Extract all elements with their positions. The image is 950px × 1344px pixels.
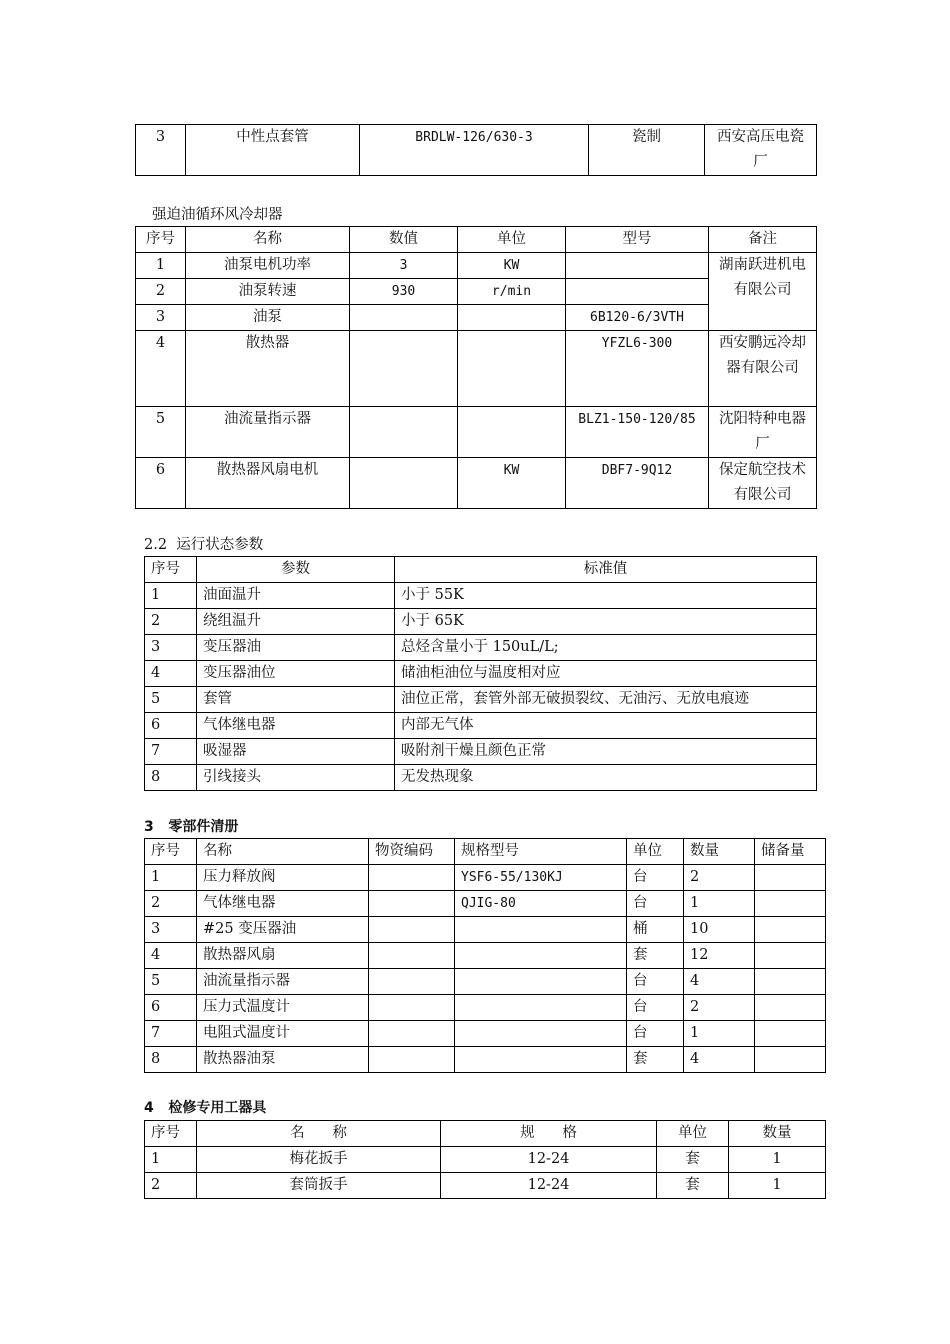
header-cell: 序号 [145, 839, 197, 865]
cell-no: 1 [145, 865, 197, 891]
header-cell: 数量 [729, 1121, 826, 1147]
header-cell: 数量 [684, 839, 755, 865]
cell-code [369, 865, 455, 891]
cell-name: 压力式温度计 [197, 995, 369, 1021]
cell-unit: 套 [657, 1173, 729, 1199]
cell-reserve [755, 865, 826, 891]
table-header [136, 227, 817, 253]
cell-value: 3 [350, 253, 458, 279]
cell-material: 瓷制 [589, 125, 705, 176]
cell-no: 2 [145, 609, 197, 635]
cooler-table [135, 226, 817, 509]
table-row [136, 458, 817, 509]
cell-no: 8 [145, 1047, 197, 1073]
cell-value [350, 458, 458, 509]
cell-code [369, 917, 455, 943]
cell-std: 小于 55K [395, 583, 817, 609]
cell-spec [455, 1021, 627, 1047]
cell-unit: KW [458, 253, 566, 279]
cell-unit: 台 [627, 995, 684, 1021]
cell-code [369, 1021, 455, 1047]
header-cell: 单位 [657, 1121, 729, 1147]
cell-no: 7 [145, 1021, 197, 1047]
status-caption: 2.2 运行状态参数 [144, 537, 264, 553]
table-row [145, 891, 826, 917]
table-row [145, 765, 817, 791]
cell-spec [455, 969, 627, 995]
cell-unit: 台 [627, 865, 684, 891]
cell-model: DBF7-9Q12 [566, 458, 709, 509]
cell-no: 2 [136, 279, 186, 305]
cell-name: #25 变压器油 [197, 917, 369, 943]
cell-model: BLZ1-150-120/85 [566, 407, 709, 458]
table-row [145, 635, 817, 661]
cell-no: 4 [145, 943, 197, 969]
cell-unit: 桶 [627, 917, 684, 943]
cell-std: 储油柜油位与温度相对应 [395, 661, 817, 687]
header-cell: 名称 [197, 839, 369, 865]
table-row [145, 583, 817, 609]
cell-param: 绕组温升 [197, 609, 395, 635]
cell-no: 6 [136, 458, 186, 509]
cell-param: 套管 [197, 687, 395, 713]
cell-param: 变压器油位 [197, 661, 395, 687]
table-row [145, 865, 826, 891]
tools-table [144, 1120, 826, 1199]
cell-no: 3 [136, 125, 186, 176]
cell-unit [458, 305, 566, 331]
cell-qty: 4 [684, 1047, 755, 1073]
table-header [145, 1121, 826, 1147]
cell-param: 油面温升 [197, 583, 395, 609]
table-row [136, 253, 817, 279]
cell-std: 吸附剂干燥且颜色正常 [395, 739, 817, 765]
cell-unit: KW [458, 458, 566, 509]
table-row [145, 1047, 826, 1073]
cell-std: 内部无气体 [395, 713, 817, 739]
cell-name: 散热器风扇 [197, 943, 369, 969]
cell-name: 套筒扳手 [197, 1173, 441, 1199]
header-cell: 规 格 [441, 1121, 657, 1147]
cell-name: 散热器油泵 [197, 1047, 369, 1073]
cooler-caption: 强迫油循环风冷却器 [152, 207, 283, 223]
table-row [145, 1173, 826, 1199]
table-row [145, 739, 817, 765]
cell-no: 3 [145, 635, 197, 661]
status-table [144, 556, 817, 791]
cell-note: 西安鹏远冷却器有限公司 [709, 331, 817, 407]
cell-spec: QJIG-80 [455, 891, 627, 917]
cell-spec [455, 1047, 627, 1073]
cell-code [369, 1047, 455, 1073]
cell-no: 4 [136, 331, 186, 407]
header-cell: 序号 [145, 1121, 197, 1147]
parts-caption: 3 零部件清册 [144, 819, 239, 835]
cell-model: YFZL6-300 [566, 331, 709, 407]
table-row [145, 995, 826, 1021]
cell-no: 3 [136, 305, 186, 331]
header-cell: 序号 [136, 227, 186, 253]
cell-std: 小于 65K [395, 609, 817, 635]
header-cell: 单位 [627, 839, 684, 865]
cell-no: 2 [145, 891, 197, 917]
cell-no: 6 [145, 995, 197, 1021]
cell-value [350, 305, 458, 331]
cell-name: 油流量指示器 [186, 407, 350, 458]
cell-name: 油泵转速 [186, 279, 350, 305]
cell-param: 吸湿器 [197, 739, 395, 765]
bushing-table [135, 124, 817, 176]
cell-spec: YSF6-55/130KJ [455, 865, 627, 891]
cell-qty: 4 [684, 969, 755, 995]
cell-reserve [755, 1021, 826, 1047]
cell-std: 油位正常，套管外部无破损裂纹、无油污、无放电痕迹 [395, 687, 817, 713]
table-row [145, 1021, 826, 1047]
cell-qty: 2 [684, 865, 755, 891]
cell-name: 油泵 [186, 305, 350, 331]
parts-table [144, 838, 826, 1073]
header-cell: 名称 [186, 227, 350, 253]
cell-spec: 12-24 [441, 1173, 657, 1199]
table-row [136, 125, 817, 176]
cell-no: 5 [145, 969, 197, 995]
table-row [145, 661, 817, 687]
cell-reserve [755, 969, 826, 995]
cell-no: 7 [145, 739, 197, 765]
cell-value [350, 407, 458, 458]
cell-name: 气体继电器 [197, 891, 369, 917]
cell-no: 4 [145, 661, 197, 687]
cell-reserve [755, 917, 826, 943]
cell-note: 湖南跃进机电有限公司 [709, 253, 817, 331]
cell-unit: 套 [627, 943, 684, 969]
cell-value: 930 [350, 279, 458, 305]
cell-no: 1 [136, 253, 186, 279]
header-cell: 标准值 [395, 557, 817, 583]
table-row [136, 331, 817, 407]
table-row [145, 609, 817, 635]
cell-value [350, 331, 458, 407]
cell-maker: 西安高压电瓷厂 [705, 125, 817, 176]
cell-note: 沈阳特种电器厂 [709, 407, 817, 458]
cell-reserve [755, 891, 826, 917]
cell-param: 引线接头 [197, 765, 395, 791]
table-row [145, 687, 817, 713]
cell-model [566, 279, 709, 305]
cell-name: 压力释放阀 [197, 865, 369, 891]
header-cell: 物资编码 [369, 839, 455, 865]
cell-no: 1 [145, 583, 197, 609]
cell-model [566, 253, 709, 279]
header-cell: 序号 [145, 557, 197, 583]
header-cell: 参数 [197, 557, 395, 583]
cell-qty: 1 [684, 891, 755, 917]
cell-unit: 套 [657, 1147, 729, 1173]
table-header [145, 557, 817, 583]
cell-spec [455, 995, 627, 1021]
header-cell: 型号 [566, 227, 709, 253]
cell-unit [458, 407, 566, 458]
cell-no: 6 [145, 713, 197, 739]
cell-qty: 2 [684, 995, 755, 1021]
cell-name: 中性点套管 [186, 125, 360, 176]
header-cell: 单位 [458, 227, 566, 253]
cell-unit: 台 [627, 891, 684, 917]
cell-reserve [755, 943, 826, 969]
cell-param: 变压器油 [197, 635, 395, 661]
cell-qty: 1 [729, 1173, 826, 1199]
cell-qty: 12 [684, 943, 755, 969]
table-row [145, 917, 826, 943]
cell-code [369, 891, 455, 917]
cell-no: 5 [145, 687, 197, 713]
table-row [145, 1147, 826, 1173]
cell-spec: 12-24 [441, 1147, 657, 1173]
header-cell: 数值 [350, 227, 458, 253]
cell-param: 气体继电器 [197, 713, 395, 739]
cell-unit: r/min [458, 279, 566, 305]
cell-qty: 10 [684, 917, 755, 943]
cell-name: 梅花扳手 [197, 1147, 441, 1173]
cell-spec [455, 917, 627, 943]
cell-name: 散热器 [186, 331, 350, 407]
cell-std: 无发热现象 [395, 765, 817, 791]
cell-qty: 1 [684, 1021, 755, 1047]
cell-no: 8 [145, 765, 197, 791]
cell-note: 保定航空技术有限公司 [709, 458, 817, 509]
cell-code [369, 969, 455, 995]
cell-unit: 套 [627, 1047, 684, 1073]
header-cell: 备注 [709, 227, 817, 253]
cell-unit: 台 [627, 1021, 684, 1047]
cell-unit [458, 331, 566, 407]
tools-caption: 4 检修专用工器具 [144, 1100, 267, 1116]
cell-name: 油泵电机功率 [186, 253, 350, 279]
cell-name: 电阻式温度计 [197, 1021, 369, 1047]
cell-name: 油流量指示器 [197, 969, 369, 995]
table-row [136, 407, 817, 458]
cell-code [369, 995, 455, 1021]
cell-model: 6B120-6/3VTH [566, 305, 709, 331]
table-row [145, 969, 826, 995]
cell-spec [455, 943, 627, 969]
cell-reserve [755, 995, 826, 1021]
header-cell: 名 称 [197, 1121, 441, 1147]
cell-reserve [755, 1047, 826, 1073]
cell-no: 1 [145, 1147, 197, 1173]
cell-no: 5 [136, 407, 186, 458]
cell-std: 总烃含量小于 150uL/L; [395, 635, 817, 661]
cell-no: 3 [145, 917, 197, 943]
cell-unit: 台 [627, 969, 684, 995]
header-cell: 储备量 [755, 839, 826, 865]
cell-no: 2 [145, 1173, 197, 1199]
table-header [145, 839, 826, 865]
header-cell: 规格型号 [455, 839, 627, 865]
table-row [145, 943, 826, 969]
cell-model: BRDLW-126/630-3 [360, 125, 589, 176]
cell-qty: 1 [729, 1147, 826, 1173]
cell-code [369, 943, 455, 969]
cell-name: 散热器风扇电机 [186, 458, 350, 509]
table-row [145, 713, 817, 739]
